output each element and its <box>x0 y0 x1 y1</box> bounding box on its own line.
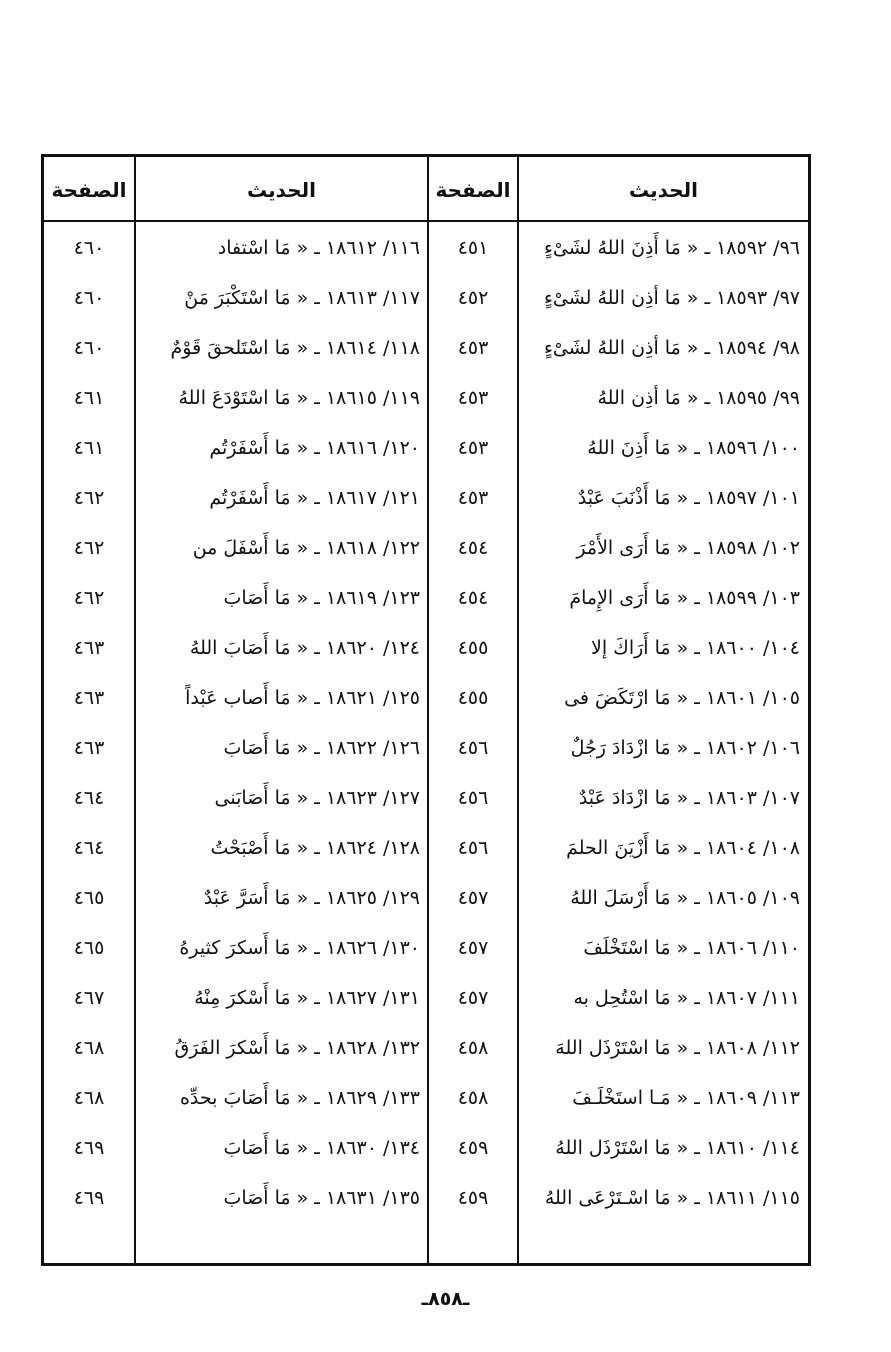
page-ref: ٤٦٠ <box>73 337 105 359</box>
hadith-entry: ١٣٣/ ١٨٦٢٩ ـ « مَا أَصَابَ بحدِّه <box>179 1087 420 1109</box>
page-ref: ٤٥٢ <box>457 287 489 309</box>
page-ref: ٤٦٤ <box>73 787 105 809</box>
hadith-entry: ١١١/ ١٨٦٠٧ ـ « مَا اسْتُحِل به <box>573 987 800 1009</box>
hadith-entry: ١٢٦/ ١٨٦٢٢ ـ « مَا أَصَابَ <box>223 737 420 759</box>
page-ref: ٤٦١ <box>73 437 105 459</box>
hadith-entry: ٩٨/ ١٨٥٩٤ ـ « مَا أذِن اللهُ لشَىْءٍ <box>543 337 800 359</box>
page-ref: ٤٦٠ <box>73 237 105 259</box>
page-ref: ٤٥٩ <box>457 1137 489 1159</box>
page-ref: ٤٦١ <box>73 387 105 409</box>
hadith-entry: ١١٠/ ١٨٦٠٦ ـ « مَا اسْتَخْلَفَ <box>583 937 800 959</box>
page-ref: ٤٦٣ <box>73 687 105 709</box>
page-ref: ٤٦٧ <box>73 987 105 1009</box>
hadith-entry: ١٠٠/ ١٨٥٩٦ ـ « مَا أَذِنَ اللهُ <box>587 437 800 459</box>
page-ref: ٤٥٣ <box>457 437 489 459</box>
page-ref: ٤٥٣ <box>457 387 489 409</box>
page-ref: ٤٦٥ <box>73 887 105 909</box>
column-divider <box>517 157 519 1263</box>
page-ref: ٤٥٤ <box>457 537 489 559</box>
hadith-entry: ١٢٩/ ١٨٦٢٥ ـ « مَا أَسَرَّ عَبْدٌ <box>203 887 420 909</box>
hadith-entry: ١١٢/ ١٨٦٠٨ ـ « مَا اسْتَرْذَل اللهَ <box>555 1037 800 1059</box>
page-ref: ٤٥١ <box>457 237 489 259</box>
left-page-header: الصفحة <box>51 178 127 202</box>
hadith-entry: ١٢٨/ ١٨٦٢٤ ـ « مَا أَصْبَحْتُ <box>210 837 420 859</box>
page-ref: ٤٥٣ <box>457 487 489 509</box>
page-ref: ٤٦٣ <box>73 637 105 659</box>
page-ref: ٤٥٧ <box>457 987 489 1009</box>
page-ref: ٤٦٨ <box>73 1087 105 1109</box>
hadith-entry: ١١٥/ ١٨٦١١ ـ « مَا اسْـتَرْعَى اللهُ <box>544 1187 800 1209</box>
hadith-entry: ١٠١/ ١٨٥٩٧ ـ « مَا أَذْنَبَ عَبْدٌ <box>577 487 800 509</box>
column-divider <box>134 157 136 1263</box>
hadith-entry: ١٣٢/ ١٨٦٢٨ ـ « مَا أَسْكرَ الفَرَقُ <box>174 1037 420 1059</box>
hadith-entry: ١٣٤/ ١٨٦٣٠ ـ « مَا أَصَابَ <box>223 1137 420 1159</box>
page-ref: ٤٥٦ <box>457 837 489 859</box>
hadith-entry: ٩٦/ ١٨٥٩٢ ـ « مَا أَذِنَ اللهُ لشَىْءٍ <box>543 237 800 259</box>
hadith-entry: ١١٣/ ١٨٦٠٩ ـ « مَـا استَخْلَـفَ <box>572 1087 800 1109</box>
hadith-entry: ١١٧/ ١٨٦١٣ ـ « مَا اسْتَكْبَرَ مَنْ <box>184 287 420 309</box>
hadith-entry: ١٢٠/ ١٨٦١٦ ـ « مَا أَسْفَرْتُم <box>209 437 420 459</box>
hadith-entry: ١٢٢/ ١٨٦١٨ ـ « مَا أَسْفَلَ من <box>192 537 420 559</box>
hadith-entry: ١٢٣/ ١٨٦١٩ ـ « مَا أَصَابَ <box>223 587 420 609</box>
page-ref: ٤٥٨ <box>457 1037 489 1059</box>
page-ref: ٤٥٨ <box>457 1087 489 1109</box>
hadith-entry: ١٣١/ ١٨٦٢٧ ـ « مَا أَسْكرَ مِنْهُ <box>194 987 420 1009</box>
right-page-header: الصفحة <box>435 178 511 202</box>
page-ref: ٤٥٤ <box>457 587 489 609</box>
page-number: ـ٨٥٨ـ <box>421 1288 470 1310</box>
hadith-entry: ١٠٢/ ١٨٥٩٨ ـ « مَا أَرَى الأَمْرَ <box>576 537 800 559</box>
hadith-entry: ١١٩/ ١٨٦١٥ ـ « مَا اسْتَوْدَعَ اللهُ <box>178 387 420 409</box>
hadith-entry: ١٣٥/ ١٨٦٣١ ـ « مَا أَصَابَ <box>223 1187 420 1209</box>
page-ref: ٤٦٠ <box>73 287 105 309</box>
page-ref: ٤٥٩ <box>457 1187 489 1209</box>
hadith-entry: ١١٤/ ١٨٦١٠ ـ « مَا اسْتَرْذَل اللهُ <box>555 1137 800 1159</box>
page-ref: ٤٦٥ <box>73 937 105 959</box>
page-ref: ٤٥٧ <box>457 937 489 959</box>
left-hadith-header: الحديث <box>246 178 316 202</box>
page-ref: ٤٦٢ <box>73 587 105 609</box>
page-ref: ٤٦٢ <box>73 537 105 559</box>
hadith-entry: ١٢٤/ ١٨٦٢٠ ـ « مَا أَصَابَ اللهُ <box>189 637 420 659</box>
hadith-entry: ١٠٦/ ١٨٦٠٢ ـ « مَا ازْدَادَ رَجُلٌ <box>570 737 800 759</box>
page-ref: ٤٦٨ <box>73 1037 105 1059</box>
hadith-entry: ١١٦/ ١٨٦١٢ ـ « مَا اسْتفاد <box>217 237 420 259</box>
page-ref: ٤٦٩ <box>73 1137 105 1159</box>
hadith-entry: ١٠٧/ ١٨٦٠٣ ـ « مَا ازْدَادَ عَبْدٌ <box>578 787 800 809</box>
page-ref: ٤٥٦ <box>457 737 489 759</box>
hadith-entry: ٩٧/ ١٨٥٩٣ ـ « مَا أذِن اللهُ لشَىْءٍ <box>543 287 800 309</box>
page-ref: ٤٥٦ <box>457 787 489 809</box>
index-table <box>41 154 811 1266</box>
page-ref: ٤٥٧ <box>457 887 489 909</box>
hadith-entry: ١٢٥/ ١٨٦٢١ ـ « مَا أَصاب عَبْداً <box>185 687 420 709</box>
hadith-entry: ١٠٥/ ١٨٦٠١ ـ « مَا ارْتَكَضَ فى <box>564 687 800 709</box>
hadith-entry: ١٠٩/ ١٨٦٠٥ ـ « مَا أَرْسَلَ اللهُ <box>570 887 800 909</box>
right-hadith-header: الحديث <box>628 178 698 202</box>
page-ref: ٤٦٣ <box>73 737 105 759</box>
hadith-entry: ١٠٨/ ١٨٦٠٤ ـ « مَا أَزْيَنَ الحلمَ <box>566 837 800 859</box>
page-ref: ٤٥٥ <box>457 687 489 709</box>
hadith-entry: ١١٨/ ١٨٦١٤ ـ « مَا اسْتَلحقَ قَوْمٌ <box>170 337 420 359</box>
page-ref: ٤٦٢ <box>73 487 105 509</box>
hadith-entry: ١٢١/ ١٨٦١٧ ـ « مَا أَسْفَرْتُم <box>209 487 420 509</box>
hadith-entry: ١٠٣/ ١٨٥٩٩ ـ « مَا أَرَى الإِمامَ <box>569 587 800 609</box>
header-divider <box>44 220 808 222</box>
hadith-entry: ١٠٤/ ١٨٦٠٠ ـ « مَا أَرَاكَ إلا <box>591 637 800 659</box>
page-ref: ٤٦٤ <box>73 837 105 859</box>
page-ref: ٤٥٣ <box>457 337 489 359</box>
hadith-entry: ١٢٧/ ١٨٦٢٣ ـ « مَا أَصَابَنى <box>214 787 420 809</box>
hadith-entry: ٩٩/ ١٨٥٩٥ ـ « مَا أذِن اللهُ <box>597 387 800 409</box>
page-ref: ٤٦٩ <box>73 1187 105 1209</box>
hadith-entry: ١٣٠/ ١٨٦٢٦ ـ « مَا أَسكرَ كثيرهُ <box>179 937 420 959</box>
page-ref: ٤٥٥ <box>457 637 489 659</box>
